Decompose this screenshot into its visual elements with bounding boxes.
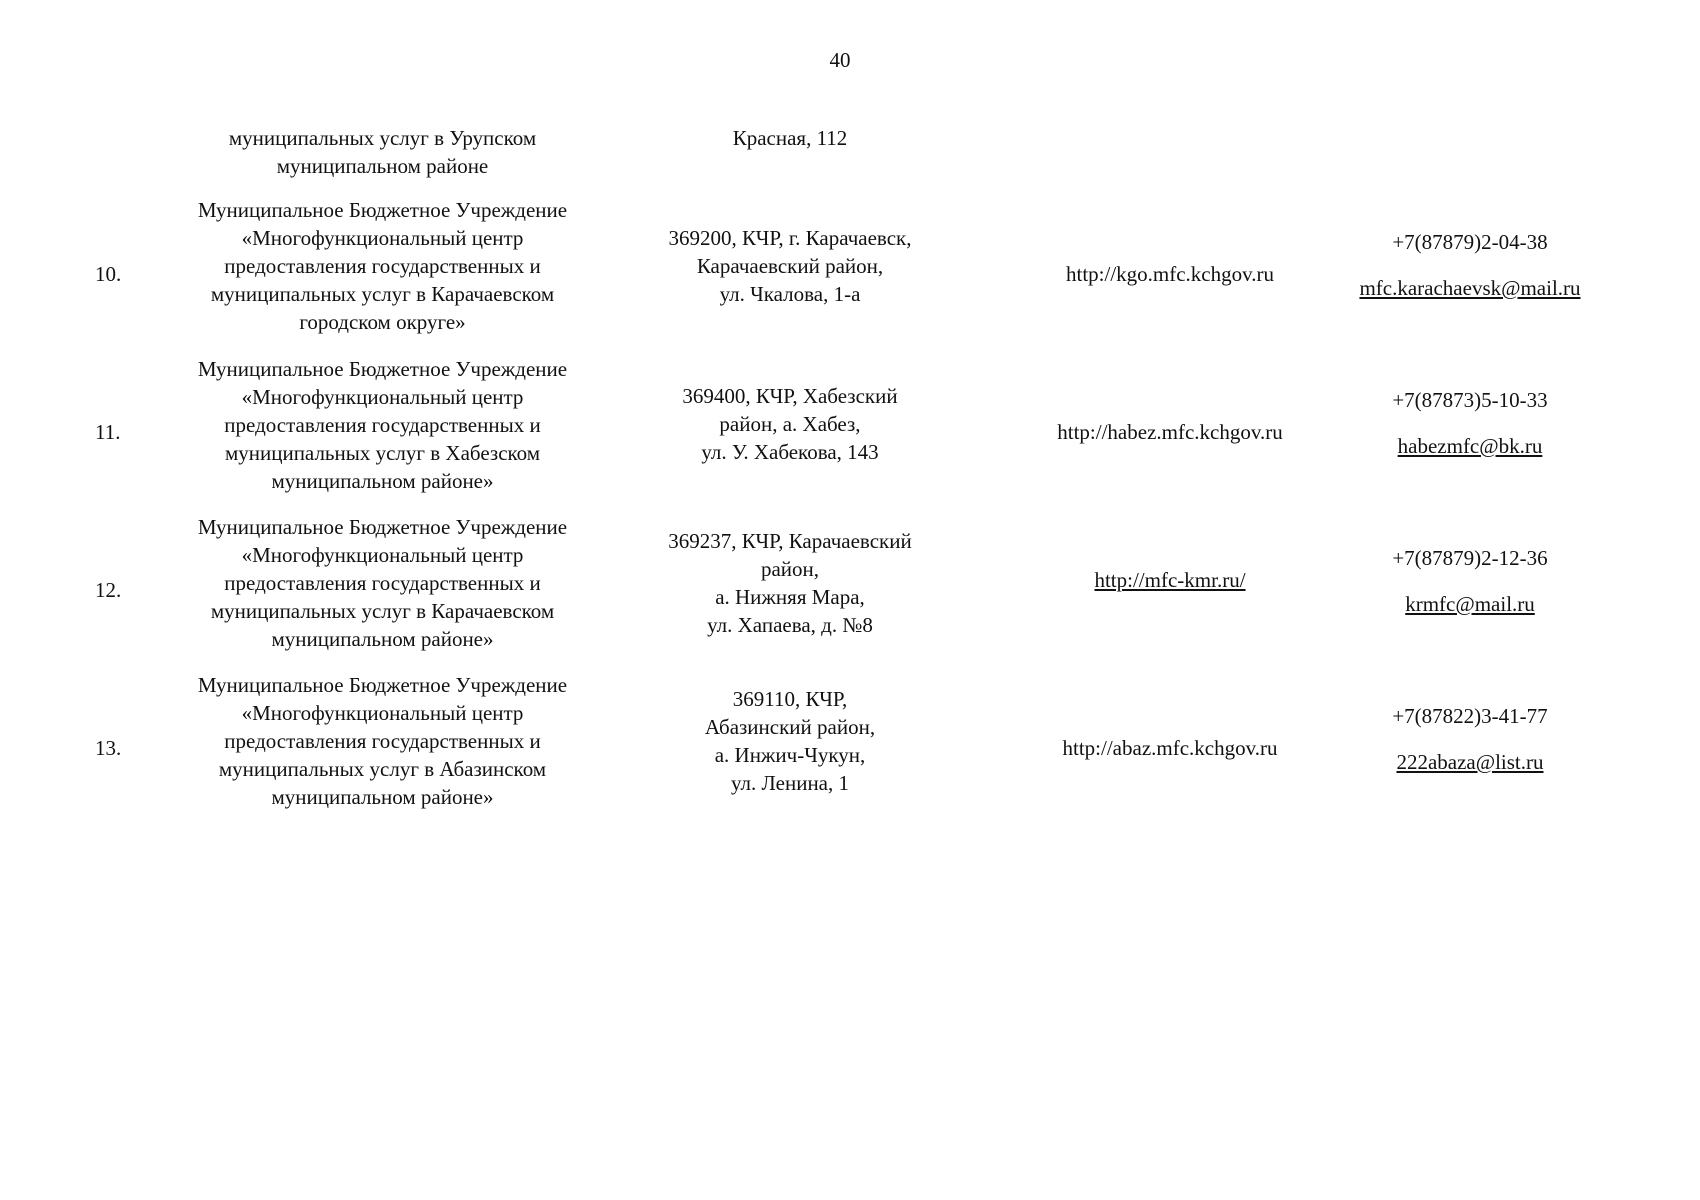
org-line: муниципальном районе» bbox=[271, 469, 494, 493]
address-line: район, bbox=[760, 557, 820, 581]
address bbox=[620, 224, 960, 308]
org-line: муниципальных услуг в Хабезском bbox=[224, 441, 541, 465]
organization-name bbox=[165, 513, 600, 653]
org-line: муниципальном районе» bbox=[271, 785, 494, 809]
org-line: Муниципальное Бюджетное Учреждение bbox=[197, 673, 568, 697]
org-line: «Многофункциональный центр bbox=[241, 226, 524, 250]
address-line: а. Инжич-Чукун, bbox=[714, 743, 866, 767]
address-line: 369237, КЧР, Карачаевский bbox=[668, 529, 912, 553]
organization-name bbox=[165, 196, 600, 336]
email-link[interactable]: 222abaza@list.ru bbox=[1396, 750, 1544, 774]
contacts bbox=[1320, 386, 1620, 460]
org-line: городском округе» bbox=[299, 310, 466, 334]
email-link[interactable]: habezmfc@bk.ru bbox=[1397, 434, 1543, 458]
phone-number: +7(87873)5-10-33 bbox=[1392, 388, 1548, 412]
organization-name bbox=[165, 671, 600, 811]
org-line: «Многофункциональный центр bbox=[241, 701, 524, 725]
org-line: муниципальных услуг в Урупском bbox=[228, 126, 537, 150]
website-link[interactable]: http://mfc-kmr.ru/ bbox=[1094, 568, 1246, 592]
org-line: предоставления государственных и bbox=[224, 413, 541, 437]
website-link[interactable]: http://habez.mfc.kchgov.ru bbox=[1057, 420, 1283, 444]
address-line: 369110, КЧР, bbox=[732, 687, 848, 711]
org-line: муниципальном районе bbox=[276, 154, 489, 178]
org-line: муниципальных услуг в Карачаевском bbox=[210, 599, 555, 623]
continuation-org bbox=[165, 124, 600, 180]
org-line: предоставления государственных и bbox=[224, 729, 541, 753]
org-line: «Многофункциональный центр bbox=[241, 385, 524, 409]
row-number: 13. bbox=[95, 736, 122, 760]
phone-number: +7(87879)2-04-38 bbox=[1392, 230, 1548, 254]
org-line: предоставления государственных и bbox=[224, 571, 541, 595]
address-line: ул. Хапаева, д. №8 bbox=[707, 613, 873, 637]
org-line: Муниципальное Бюджетное Учреждение bbox=[197, 515, 568, 539]
org-line: Муниципальное Бюджетное Учреждение bbox=[197, 198, 568, 222]
org-line: муниципальных услуг в Карачаевском bbox=[210, 282, 555, 306]
address-line: район, а. Хабез, bbox=[719, 412, 861, 436]
address-line: 369200, КЧР, г. Карачаевск, bbox=[668, 226, 912, 250]
address-line: ул. Чкалова, 1-а bbox=[719, 282, 861, 306]
website-link[interactable]: http://kgo.mfc.kchgov.ru bbox=[1065, 262, 1275, 286]
address-line: ул. У. Хабекова, 143 bbox=[701, 440, 879, 464]
address-line: Карачаевский район, bbox=[696, 254, 884, 278]
address bbox=[620, 527, 960, 639]
address-line: Абазинский район, bbox=[704, 715, 876, 739]
row-number: 11. bbox=[95, 420, 121, 444]
email-link[interactable]: mfc.karachaevsk@mail.ru bbox=[1359, 276, 1581, 300]
email-link[interactable]: krmfc@mail.ru bbox=[1405, 592, 1535, 616]
org-line: муниципальном районе» bbox=[271, 627, 494, 651]
address-line: 369400, КЧР, Хабезский bbox=[682, 384, 898, 408]
website-link[interactable]: http://abaz.mfc.kchgov.ru bbox=[1062, 736, 1278, 760]
address-line: Красная, 112 bbox=[732, 126, 848, 150]
contacts bbox=[1320, 544, 1620, 618]
contacts bbox=[1320, 228, 1620, 302]
phone-number: +7(87879)2-12-36 bbox=[1392, 546, 1548, 570]
organization-name bbox=[165, 355, 600, 495]
phone-number: +7(87822)3-41-77 bbox=[1392, 704, 1548, 728]
row-number: 10. bbox=[95, 262, 122, 286]
org-line: предоставления государственных и bbox=[224, 254, 541, 278]
contacts bbox=[1320, 702, 1620, 776]
address bbox=[620, 382, 960, 466]
address bbox=[620, 685, 960, 797]
org-line: Муниципальное Бюджетное Учреждение bbox=[197, 357, 568, 381]
address-line: а. Нижняя Мара, bbox=[715, 585, 865, 609]
row-number: 12. bbox=[95, 578, 122, 602]
page-number: 40 bbox=[829, 48, 851, 72]
continuation-address bbox=[620, 124, 960, 152]
org-line: муниципальных услуг в Абазинском bbox=[218, 757, 547, 781]
address-line: ул. Ленина, 1 bbox=[730, 771, 849, 795]
org-line: «Многофункциональный центр bbox=[241, 543, 524, 567]
